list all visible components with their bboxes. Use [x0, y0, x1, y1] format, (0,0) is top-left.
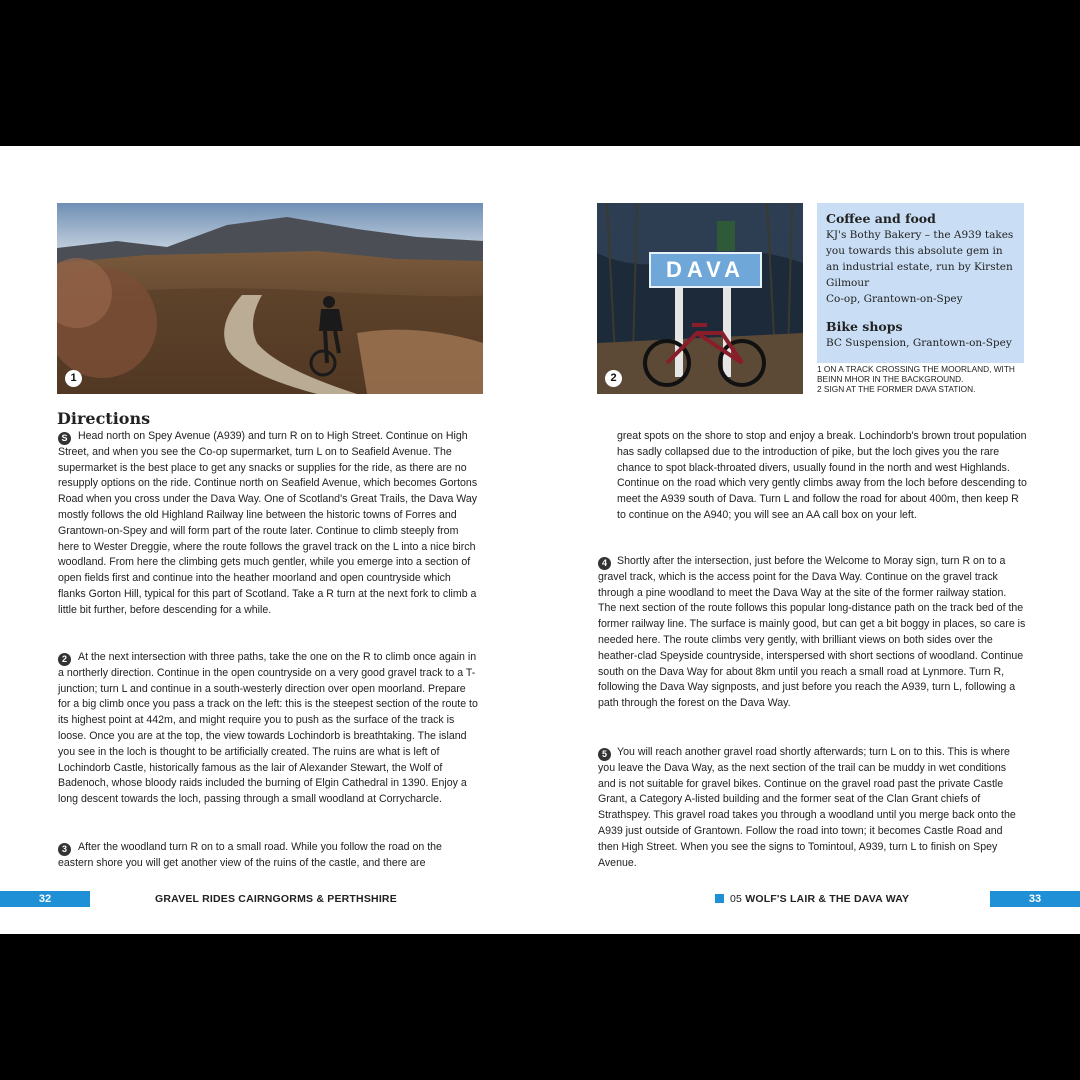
- direction-step-3: After the woodland turn R on to a small road. While you follow the road on the eastern shore you will get another view of the ruins of the castle, and there are: [58, 841, 442, 869]
- coffee-text-coop: Co-op, Grantown-on-Spey: [826, 293, 963, 305]
- right-page-number: 33: [990, 891, 1080, 907]
- chapter-name: WOLF'S LAIR & THE DAVA WAY: [745, 893, 910, 905]
- step-marker-3: 3: [58, 843, 71, 856]
- book-spread: [0, 146, 1080, 934]
- info-box: [817, 203, 1024, 363]
- chapter-marker-icon: [715, 894, 724, 903]
- book-title: GRAVEL RIDES CAIRNGORMS & PERTHSHIRE: [155, 893, 397, 905]
- direction-step-2: At the next intersection with three paths, take the one on the R to climb once again in a northerly direction. Continue in the open countryside on a very good gravel track to a T-junction; turn L and continue in a south-westerly direction over open moorland. Prepare for a big climb once you pass a track on the left: this is the steepest section of the route to its highest point at 442m, and might require you to push as the surface of the track is loose. Once you are at the top, the view towards Lochindorb is breathtaking. The island you see in the loch is thought to be artificially created. The ruins are what is left of Lochindorb Castle, historically famous as the lair of Alexander Stewart, the Wolf of Badenoch, whose bloody raids included the burning of Elgin Cathedral in 1390. Enjoy a long descent towards the loch, passing through a small woodland at Corrycharcle.: [58, 651, 478, 806]
- direction-step-5: You will reach another gravel road shortly afterwards; turn L on to this. This is where you leave the Dava Way, as the next section of the trail can be muddy in wet conditions and is not suitable for gravel bikes. Continue on the gravel road past the private Castle Grant, a Category A-listed building and the former seat of the Clan Grant chiefs of Strathspey. This gravel road takes you through a woodland until you merge back onto the A939 just outside of Grantown. Follow the road into town; it becomes Castle Road and then High Street. When you see the signs to Tomintoul, A939, turn L to finish on Spey Avenue.: [598, 746, 1016, 869]
- direction-step-4: Shortly after the intersection, just before the Welcome to Moray sign, turn R on to a gravel track, which is the access point for the Dava Way. Continue on the gravel track through a pine woodland to meet the Dava Way at the site of the former railway station. The next section of the route follows this popular long-distance path on the track bed of the former railway line. The surface is mainly good, but can get a bit boggy in places, so care is needed here. The route climbs very gently, with brilliant views on both sides over the heather-clad Speyside countryside, interspersed with short sections of woodland. Continue south on the Dava Way for about 8km until you reach a small road at Lynmore. Turn R, following the Dava Way signposts, and just before you reach the A939, turn L, following a path through the forest on the Dava Way.: [598, 555, 1026, 710]
- dava-sign-illustration: [597, 203, 803, 394]
- photo-number-badge: 1: [65, 370, 82, 387]
- step-marker-4: 4: [598, 557, 611, 570]
- direction-step-start: Head north on Spey Avenue (A939) and turn R on to High Street. Continue on High Street, and when you see the Co-op supermarket, turn L on to Seafield Avenue. The supermarket is the best place to get any snacks or supplies for the ride, as there are no resupply options on the ride. Continue north on Seafield Avenue, which becomes Gortons Road when you cross under the Dava Way. One of Scotland's Great Trails, the Dava Way mostly follows the old Highland Railway line between the historic towns of Forres and Grantown-on-Spey and will form part of the route later. Continue to climb steeply from here to Wester Dreggie, where the route follows the gravel track on the L into a nice birch woodland. From here the climbing gets much gentler, while you emerge into a section of open fields first and continue into the heather moorland and open countryside which flanks Gorton Hill, typical for this part of Scotland. Take a R turn at the next fork to climb a little bit further, before descending for a while.: [58, 430, 478, 616]
- coffee-text: KJ's Bothy Bakery – the A939 takes you towards this absolute gem in an industrial estate, run by Kirsten Gilmour: [826, 229, 1014, 289]
- directions-title: Directions: [57, 409, 151, 428]
- bike-shops-heading: Bike shops: [826, 319, 903, 334]
- chapter-title: [715, 891, 909, 907]
- caption-1: 1 ON A TRACK CROSSING THE MOORLAND, WITH BEINN MHOR IN THE BACKGROUND.: [817, 364, 1015, 384]
- bike-shops-text: BC Suspension, Grantown-on-Spey: [826, 337, 1012, 349]
- step-marker-2: 2: [58, 653, 71, 666]
- caption-2: 2 SIGN AT THE FORMER DAVA STATION.: [817, 384, 976, 394]
- coffee-heading: Coffee and food: [826, 211, 936, 226]
- step-marker-5: 5: [598, 748, 611, 761]
- moorland-photo: [57, 203, 483, 394]
- direction-step-3-continued: great spots on the shore to stop and enjoy a break. Lochindorb's brown trout population has sadly collapsed due to the introduction of pike, but the loch gives you the rare chance to spot black-throated divers, usually found in the north and west Highlands. Continue on the road which very gently climbs away from the loch before descending to meet the A939 south of Dava. Turn L and follow the road for about 400m, then keep R to continue on the A940; you will see an AA call box on your left.: [617, 430, 1027, 521]
- chapter-number: 05: [730, 893, 743, 905]
- dava-sign-text: DAVA: [665, 257, 746, 282]
- dava-sign-photo: [597, 203, 803, 394]
- photo-number-badge: 2: [605, 370, 622, 387]
- photo-captions: [817, 364, 1017, 394]
- left-page-number: 32: [0, 891, 90, 907]
- step-marker-start: S: [58, 432, 71, 445]
- moorland-illustration: [57, 203, 483, 394]
